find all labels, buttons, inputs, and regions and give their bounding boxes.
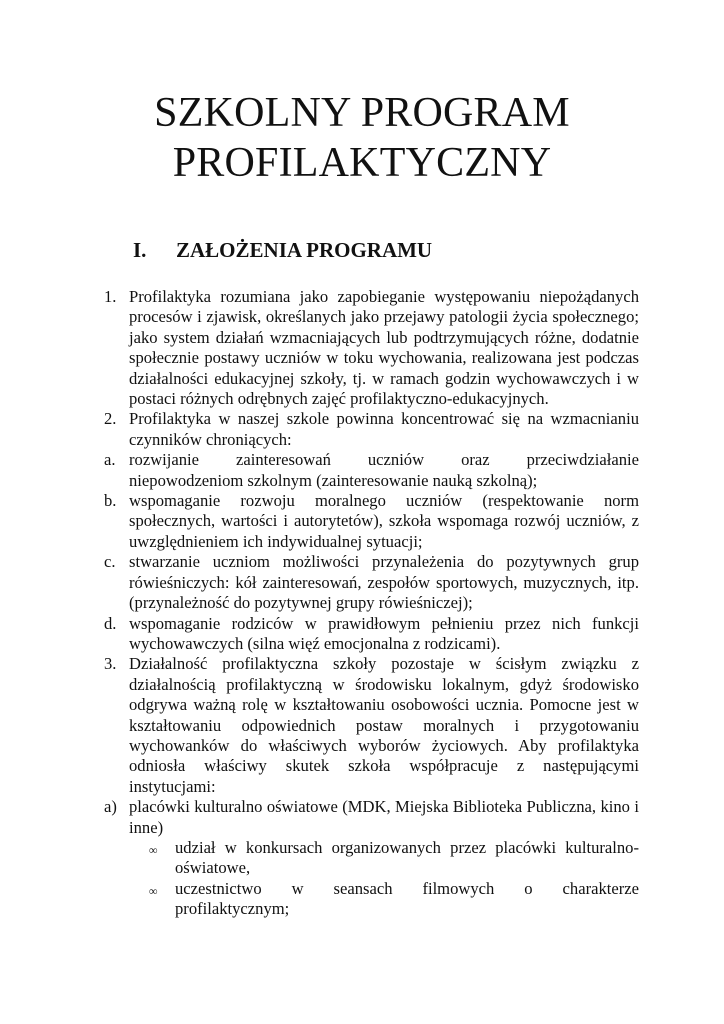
list-item-text: placówki kulturalno oświatowe (MDK, Miejska Biblioteka Publiczna, kino i inne) <box>129 797 639 837</box>
sub-bullet-2 <box>104 879 639 920</box>
title-line-1: SZKOLNY PROGRAM <box>154 90 570 136</box>
section-heading <box>133 236 432 264</box>
title-line-2: PROFILAKTYCZNY <box>172 140 552 186</box>
list-item-3 <box>104 654 639 797</box>
list-marker: 1. <box>104 287 117 306</box>
list-marker: d. <box>104 613 117 633</box>
list-item-text-rest: niepowodzeniom szkolnym (zainteresowanie nauką szkolną); <box>129 470 538 490</box>
list-marker: 2. <box>104 409 117 429</box>
list-marker: b. <box>104 491 117 511</box>
section-number: I. <box>133 238 147 262</box>
list-item-2 <box>104 409 639 450</box>
list-marker: 3. <box>104 654 117 674</box>
sub-bullet-text: udział w konkursach organizowanych przez placówki kulturalno-oświatowe, <box>175 837 639 878</box>
list-item-text-line1: rozwijanie zainteresowań uczniów oraz przeciwdziałanie <box>129 450 639 470</box>
list-marker: a. <box>104 450 116 470</box>
list-marker: c. <box>104 552 116 572</box>
list-item-text: Działalność profilaktyczna szkoły pozostaje w ścisłym związku z działalnością profilaktyczną w środowisku lokalnym, gdyż środowisko odgrywa ważną rolę w kształtowaniu osobowości ucznia. Pomocne jest w kształtowaniu odpowiednich postaw moralnych i przygotowaniu wychowanków do właściwych wyborów życiowych. Aby profilaktyka odniosła właściwy skutek szkoła współpracuje z następującymi instytucjami: <box>129 654 639 796</box>
infinity-bullet-icon: ∞ <box>149 883 158 898</box>
sub-bullet-1 <box>104 838 639 879</box>
list-item-text: wspomaganie rodziców w prawidłowym pełnieniu przez nich funkcji wychowawczych (silna więź emocjonalna z rodzicami). <box>129 613 639 653</box>
list-item-text: stwarzanie uczniom możliwości przynależenia do pozytywnych grup rówieśniczych: kół zainteresowań, zespołów sportowych, muzycznych, itp. (przynależność do pozytywnej grupy rówieśniczej); <box>129 552 639 613</box>
list-item-c <box>104 552 639 613</box>
list-marker: a) <box>104 797 117 817</box>
document-body <box>104 287 639 920</box>
list-item-b <box>104 491 639 552</box>
list-item-a <box>104 450 639 491</box>
list-item-institutions-a <box>104 797 639 838</box>
list-item-text: wspomaganie rozwoju moralnego uczniów (respektowanie norm społecznych, wartości i autorytetów), szkoła wspomaga rozwój uczniów, z uwzględnieniem ich indywidualnej sytuacji; <box>129 491 639 551</box>
sub-bullet-text-rest: profilaktycznym; <box>175 899 290 919</box>
infinity-bullet-icon: ∞ <box>149 842 158 857</box>
page-title <box>0 88 724 188</box>
section-title: ZAŁOŻENIA PROGRAMU <box>176 238 433 262</box>
list-item-1 <box>104 287 639 409</box>
list-item-d <box>104 614 639 655</box>
sub-bullet-text-line1: uczestnictwo w seansach filmowych o charakterze <box>175 878 639 898</box>
list-item-text: Profilaktyka rozumiana jako zapobieganie występowaniu niepożądanych procesów i zjawisk, określanych jako przejawy patologii życia społecznego; jako system działań wzmacniających lub podtrzymujących różne, dodatnie społecznie postawy uczniów w toku wychowania, realizowana jest podczas działalności edukacyjnej szkoły, tj. w ramach godzin wychowawczych i w postaci różnych odrębnych zajęć profilaktyczno-edukacyjnych. <box>129 287 639 409</box>
list-item-text: Profilaktyka w naszej szkole powinna koncentrować się na wzmacnianiu czynników chroniących: <box>129 409 639 449</box>
